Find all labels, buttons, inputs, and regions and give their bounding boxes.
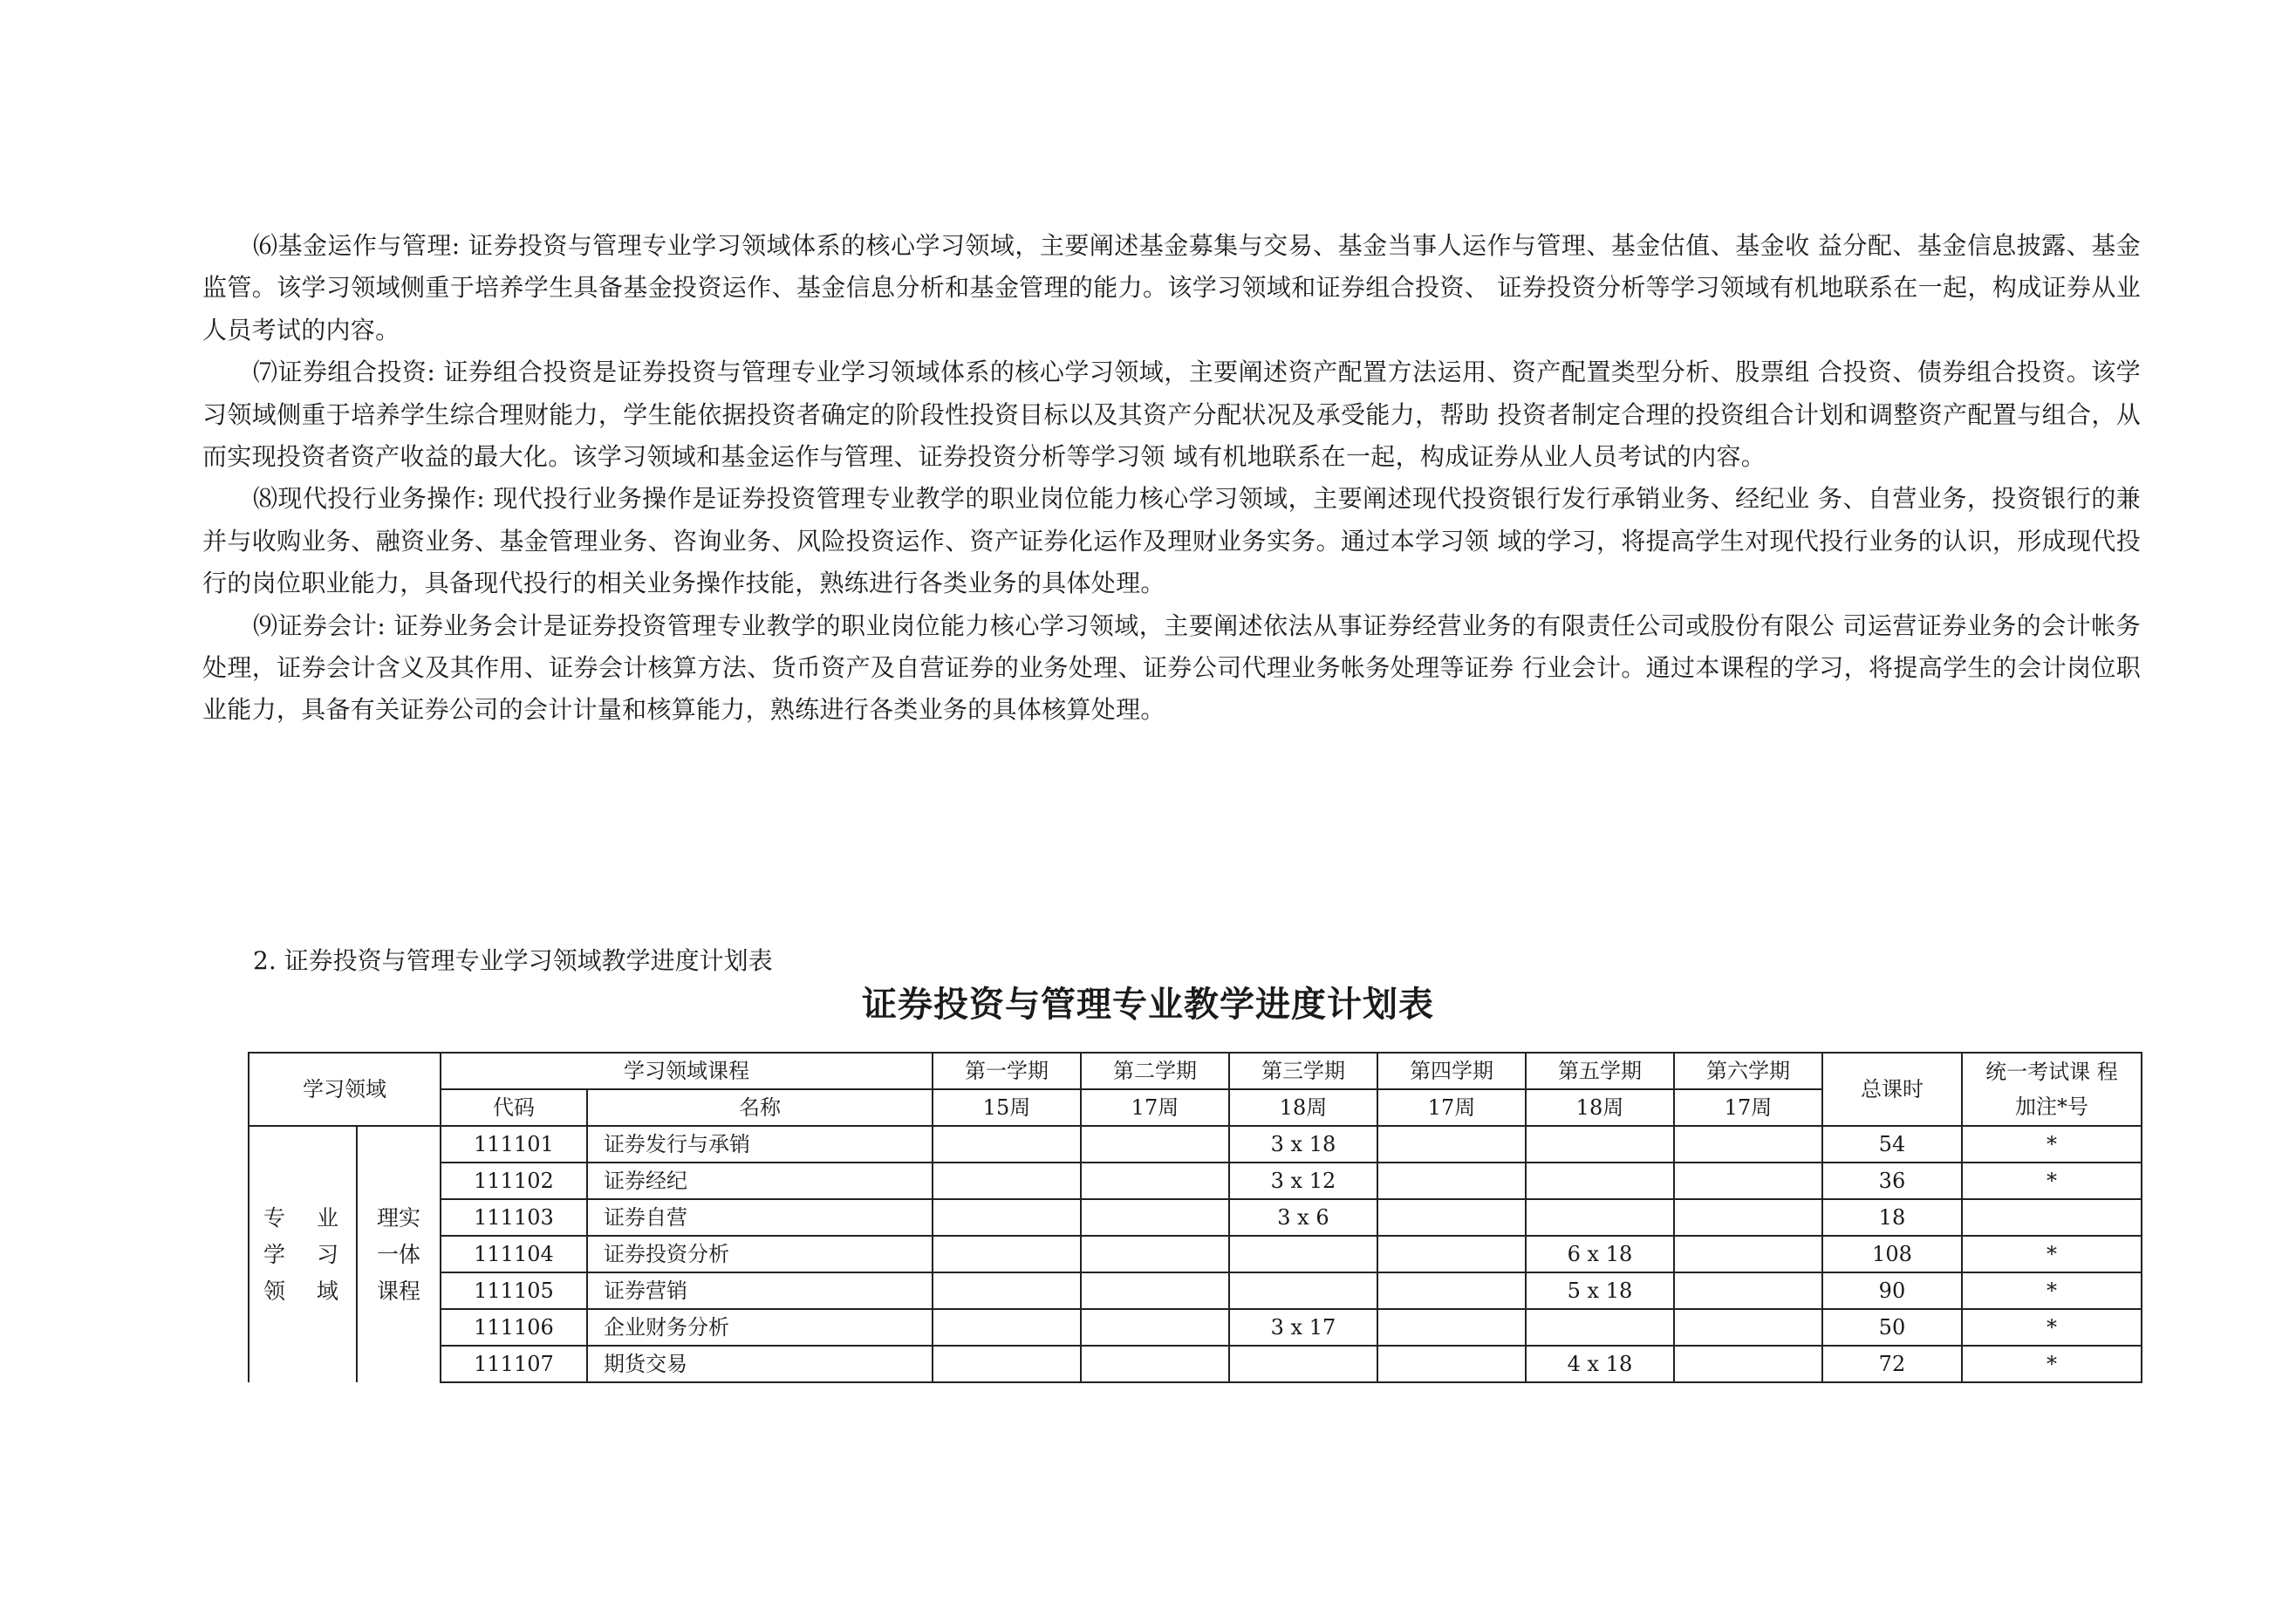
- course-type-line: 理实: [376, 1204, 420, 1231]
- paragraph-investment-banking: ⑻现代投行业务操作: 现代投行业务操作是证券投资管理专业教学的职业岗位能力核心学习领域，主要阐述现代投资银行发行承销业务、经纪业 务、自营业务，投资银行的兼并与收购业务、融资业务、基金管理业务、咨询业务、风险投资运作、资产证券化运作及理财业务实务。通过本学习领 域的学习，将提高学生对现代投行业务的认识，形成现代投行的岗位职业能力，具备现代投行的相关业务操作技能，熟练进行各类业务的具体处理。: [202, 484, 2141, 598]
- header-course-group: 学习领域课程: [441, 1053, 933, 1089]
- course-code: 111101: [441, 1126, 587, 1163]
- total-hours-cell: 36: [1822, 1163, 1962, 1199]
- header-weeks-4: 17周: [1377, 1089, 1526, 1126]
- header-exam: [1962, 1053, 2142, 1126]
- term-3-cell: [1229, 1346, 1377, 1382]
- term-6-cell: [1674, 1126, 1822, 1163]
- term-2-cell: [1081, 1199, 1229, 1236]
- exam-mark-cell: *: [1962, 1272, 2142, 1309]
- term-3-cell: 3 x 17: [1229, 1309, 1377, 1346]
- course-code: 111105: [441, 1272, 587, 1309]
- term-6-cell: [1674, 1272, 1822, 1309]
- course-name: 证券自营: [587, 1199, 933, 1236]
- term-6-cell: [1674, 1346, 1822, 1382]
- header-weeks-5: 18周: [1526, 1089, 1674, 1126]
- course-type-line: 一体: [376, 1241, 420, 1267]
- term-6-cell: [1674, 1309, 1822, 1346]
- course-name: 证券发行与承销: [587, 1126, 933, 1163]
- term-1-cell: [933, 1199, 1081, 1236]
- term-1-cell: [933, 1163, 1081, 1199]
- area-label-line: 学 习: [263, 1241, 351, 1267]
- course-name: 证券经纪: [587, 1163, 933, 1199]
- term-5-cell: [1526, 1126, 1674, 1163]
- course-code: 111103: [441, 1199, 587, 1236]
- header-weeks-1: 15周: [933, 1089, 1081, 1126]
- course-name: 企业财务分析: [587, 1309, 933, 1346]
- term-5-cell: [1526, 1199, 1674, 1236]
- header-weeks-2: 17周: [1081, 1089, 1229, 1126]
- paragraph-portfolio-investment: ⑺证券组合投资: 证券组合投资是证券投资与管理专业学习领域体系的核心学习领域，主要阐述资产配置方法运用、资产配置类型分析、股票组 合投资、债券组合投资。该学习领域侧重于培养学生综合理财能力，学生能依据投资者确定的阶段性投资目标以及其资产分配状况及承受能力，帮助 投资者制定合理的投资组合计划和调整资产配置与组合，从而实现投资者资产收益的最大化。该学习领域和基金运作与管理、证券投资分析等学习领 域有机地联系在一起，构成证券从业人员考试的内容。: [202, 358, 2141, 472]
- term-6-cell: [1674, 1163, 1822, 1199]
- term-5-cell: 4 x 18: [1526, 1346, 1674, 1382]
- header-term-2: 第二学期: [1081, 1053, 1229, 1089]
- total-hours-cell: 90: [1822, 1272, 1962, 1309]
- term-4-cell: [1377, 1272, 1526, 1309]
- exam-mark-cell: [1962, 1199, 2142, 1236]
- term-4-cell: [1377, 1346, 1526, 1382]
- header-exam-line-2: 加注*号: [2014, 1095, 2088, 1119]
- term-6-cell: [1674, 1199, 1822, 1236]
- term-2-cell: [1081, 1163, 1229, 1199]
- term-4-cell: [1377, 1199, 1526, 1236]
- term-4-cell: [1377, 1163, 1526, 1199]
- header-area: 学习领域: [249, 1053, 441, 1126]
- header-weeks-6: 17周: [1674, 1089, 1822, 1126]
- term-2-cell: [1081, 1272, 1229, 1309]
- term-4-cell: [1377, 1309, 1526, 1346]
- total-hours-cell: 72: [1822, 1346, 1962, 1382]
- exam-mark-cell: *: [1962, 1126, 2142, 1163]
- term-1-cell: [933, 1236, 1081, 1272]
- header-term-6: 第六学期: [1674, 1053, 1822, 1089]
- paragraph-fund-operation: ⑹基金运作与管理: 证券投资与管理专业学习领域体系的核心学习领域，主要阐述基金募集与交易、基金当事人运作与管理、基金估值、基金收 益分配、基金信息披露、基金监管。该学习领域侧重于培养学生具备基金投资运作、基金信息分析和基金管理的能力。该学习领域和证券组合投资、 证券投资分析等学习领域有机地联系在一起，构成证券从业人员考试的内容。: [202, 231, 2141, 344]
- course-code: 111104: [441, 1236, 587, 1272]
- paragraph-securities-accounting: ⑼证券会计: 证券业务会计是证券投资管理专业教学的职业岗位能力核心学习领域，主要阐述依法从事证券经营业务的有限责任公司或股份有限公 司运营证券业务的会计帐务处理，证券会计含义及其作用、证券会计核算方法、货币资产及自营证券的业务处理、证券公司代理业务帐务处理等证券 行业会计。通过本课程的学习，将提高学生的会计岗位职业能力，具备有关证券公司的会计计量和核算能力，熟练进行各类业务的具体核算处理。: [202, 610, 2141, 725]
- header-term-1: 第一学期: [933, 1053, 1081, 1089]
- term-3-cell: [1229, 1236, 1377, 1272]
- total-hours-cell: 18: [1822, 1199, 1962, 1236]
- course-name: 证券投资分析: [587, 1236, 933, 1272]
- course-code: 111107: [441, 1346, 587, 1382]
- total-hours-cell: 54: [1822, 1126, 1962, 1163]
- exam-mark-cell: *: [1962, 1309, 2142, 1346]
- area-label-cell: [249, 1126, 357, 1382]
- header-name: 名称: [587, 1089, 933, 1126]
- table-row: [249, 1199, 2142, 1236]
- header-term-3: 第三学期: [1229, 1053, 1377, 1089]
- header-total-hours: 总课时: [1822, 1053, 1962, 1126]
- table-row: [249, 1272, 2142, 1309]
- course-code: 111102: [441, 1163, 587, 1199]
- term-1-cell: [933, 1272, 1081, 1309]
- term-2-cell: [1081, 1126, 1229, 1163]
- course-name: 证券营销: [587, 1272, 933, 1309]
- area-label-line: 领 域: [263, 1278, 351, 1304]
- term-1-cell: [933, 1126, 1081, 1163]
- exam-mark-cell: *: [1962, 1163, 2142, 1199]
- table-row: [249, 1309, 2142, 1346]
- course-type-line: 课程: [376, 1278, 420, 1304]
- table-row: [249, 1346, 2142, 1382]
- term-2-cell: [1081, 1309, 1229, 1346]
- header-term-5: 第五学期: [1526, 1053, 1674, 1089]
- header-term-4: 第四学期: [1377, 1053, 1526, 1089]
- term-5-cell: [1526, 1163, 1674, 1199]
- course-name: 期货交易: [587, 1346, 933, 1382]
- course-type-cell: [357, 1126, 441, 1382]
- header-weeks-3: 18周: [1229, 1089, 1377, 1126]
- term-3-cell: [1229, 1272, 1377, 1309]
- term-2-cell: [1081, 1346, 1229, 1382]
- term-1-cell: [933, 1346, 1081, 1382]
- term-2-cell: [1081, 1236, 1229, 1272]
- table-title: 证券投资与管理专业教学进度计划表: [862, 984, 1434, 1025]
- term-3-cell: 3 x 18: [1229, 1126, 1377, 1163]
- area-label-line: 专 业: [263, 1204, 351, 1231]
- exam-mark-cell: *: [1962, 1346, 2142, 1382]
- exam-mark-cell: *: [1962, 1236, 2142, 1272]
- term-5-cell: 5 x 18: [1526, 1272, 1674, 1309]
- table-header-row-1: [249, 1053, 2142, 1089]
- term-5-cell: [1526, 1309, 1674, 1346]
- body-text: [202, 225, 2141, 732]
- teaching-plan-table: [248, 1052, 2142, 1383]
- header-exam-line-1: 统一考试课 程: [1985, 1060, 2118, 1084]
- term-3-cell: 3 x 12: [1229, 1163, 1377, 1199]
- term-5-cell: 6 x 18: [1526, 1236, 1674, 1272]
- table-row: [249, 1163, 2142, 1199]
- term-1-cell: [933, 1309, 1081, 1346]
- term-6-cell: [1674, 1236, 1822, 1272]
- term-3-cell: 3 x 6: [1229, 1199, 1377, 1236]
- term-4-cell: [1377, 1236, 1526, 1272]
- section-heading: 2. 证券投资与管理专业学习领域教学进度计划表: [253, 946, 773, 975]
- table-row: [249, 1126, 2142, 1163]
- header-code: 代码: [441, 1089, 587, 1126]
- course-code: 111106: [441, 1309, 587, 1346]
- term-4-cell: [1377, 1126, 1526, 1163]
- total-hours-cell: 108: [1822, 1236, 1962, 1272]
- total-hours-cell: 50: [1822, 1309, 1962, 1346]
- table-row: [249, 1236, 2142, 1272]
